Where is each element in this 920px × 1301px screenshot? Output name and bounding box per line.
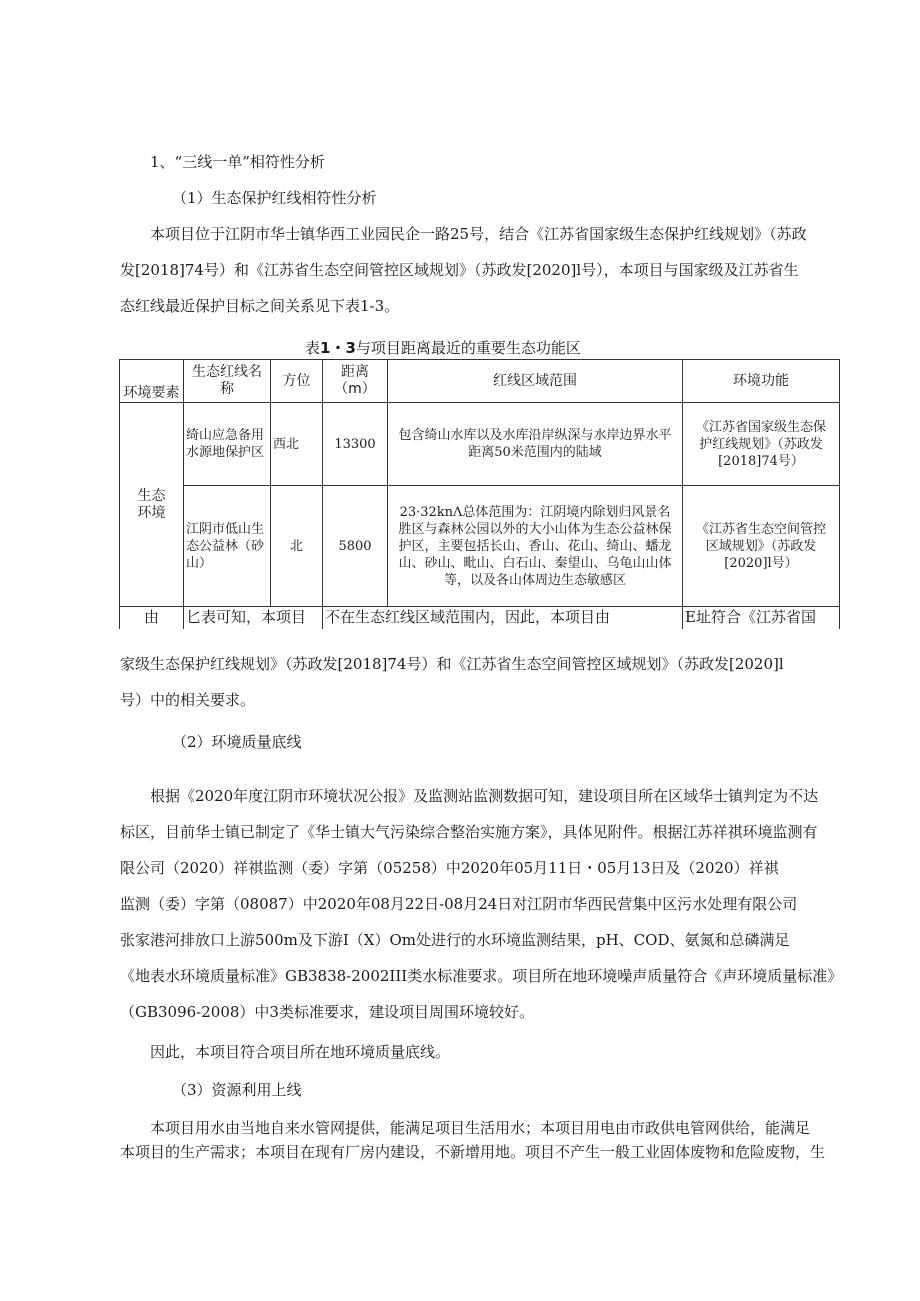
paragraph-line: 张家港河排放口上游500m及下游I（X）Om处进行的水环境监测结果，pH、COD、氨氮和总磷满足	[120, 931, 790, 949]
redline-name: 江阴市低山生态公益林（砂山）	[184, 486, 271, 607]
header-direction: 方位	[271, 360, 323, 403]
redline-name: 绮山应急备用水源地保护区	[184, 403, 271, 486]
paragraph-line: 标区，目前华士镇已制定了《华士镇大气污染综合整治实施方案》，具体见附件。根据江苏祥祺环境监测有	[120, 823, 818, 841]
footer-cell: E址符合《江苏省国	[683, 607, 840, 630]
caption-number: 1・3	[320, 339, 356, 357]
redline-function: 《江苏省生态空间管控区域规划》（苏政发[2020]l号）	[683, 486, 840, 607]
subsection-heading-quality: （2）环境质量底线	[172, 733, 302, 751]
table-row	[120, 486, 840, 607]
header-distance: 距离（m）	[323, 360, 388, 403]
table-footer-row	[120, 607, 840, 630]
redline-direction: 西北	[271, 403, 323, 486]
header-function: 环境功能	[683, 360, 840, 403]
footer-cell: 由	[120, 607, 184, 630]
caption-text: 与项目距离最近的重要生态功能区	[355, 339, 581, 357]
caption-prefix: 表	[305, 339, 321, 357]
section-heading: 1、“三线一单”相符性分析	[150, 153, 325, 171]
paragraph-line: 发[2018]74号）和《江苏省生态空间管控区域规划》（苏政发[2020]l号），本项目与国家级及江苏省生	[120, 261, 799, 279]
paragraph-line: 因此，本项目符合项目所在地环境质量底线。	[150, 1043, 451, 1061]
redline-direction: 北	[271, 486, 323, 607]
footer-cell: 不在生态红线区域范围内，因此，本项目由	[323, 607, 683, 630]
paragraph-line: 限公司（2020）祥祺监测（委）字第（05258）中2020年05月11日・05月13日及（2020）祥祺	[120, 859, 779, 877]
paragraph-line: 《地表水环境质量标准》GB3838-2002III类水标准要求。项目所在地环境噪声质量符合《声环境质量标准》	[120, 967, 843, 985]
table-caption	[305, 338, 581, 358]
redline-distance: 13300	[323, 403, 388, 486]
paragraph-line: 本项目用水由当地自来水管网提供，能满足项目生活用水；本项目用电由市政供电管网供给，能满足	[150, 1119, 811, 1137]
redline-distance: 5800	[323, 486, 388, 607]
paragraph-line: 根据《2020年度江阴市环境状况公报》及监测站监测数据可知，建设项目所在区域华士镇判定为不达	[150, 787, 819, 805]
paragraph-line: 态红线最近保护目标之间关系见下表1-3。	[120, 297, 400, 315]
redline-scope: 23·32knΛ总体范围为：江阴境内除划归风景名胜区与森林公园以外的大小山体为生态公益林保护区，主要包括长山、香山、花山、绮山、蟠龙山、砂山、毗山、白石山、秦望山、乌龟山山体等，以及各山体周边生态敏感区	[388, 486, 683, 607]
category-cell: 生态环境	[120, 403, 184, 607]
paragraph-line: 家级生态保护红线规划》（苏政发[2018]74号）和《江苏省生态空间管控区域规划》（苏政发[2020]l	[120, 655, 784, 673]
header-element: 环境要素	[120, 360, 184, 403]
paragraph-line: 本项目位于江阴市华士镇华西工业园民企一路25号，结合《江苏省国家级生态保护红线规划》（苏政	[150, 225, 807, 243]
redline-function: 《江苏省国家级生态保护红线规划》（苏政发[2018]74号）	[683, 403, 840, 486]
footer-cell: 匕表可知，本项目	[184, 607, 323, 630]
redline-scope: 包含绮山水库以及水库沿岸纵深与水岸边界水平距离50米范围内的陆域	[388, 403, 683, 486]
table-row	[120, 403, 840, 486]
eco-redline-table	[119, 359, 840, 629]
paragraph-line: （GB3096-2008）中3类标准要求，建设项目周围环境较好。	[120, 1003, 534, 1021]
paragraph-line: 监测（委）字第（08087）中2020年08月22日-08月24日对江阴市华西民营集中区污水处理有限公司	[120, 895, 798, 913]
paragraph-line: 号）中的相关要求。	[120, 691, 256, 709]
subsection-heading-redline: （1）生态保护红线相符性分析	[172, 189, 377, 207]
paragraph-line: 本项目的生产需求；本项目在现有厂房内建设，不新增用地。项目不产生一般工业固体废物和危险废物，生	[120, 1143, 826, 1161]
subsection-heading-resources: （3）资源利用上线	[172, 1081, 302, 1099]
header-name: 生态红线名称	[184, 360, 271, 403]
header-scope: 红线区域范围	[388, 360, 683, 403]
